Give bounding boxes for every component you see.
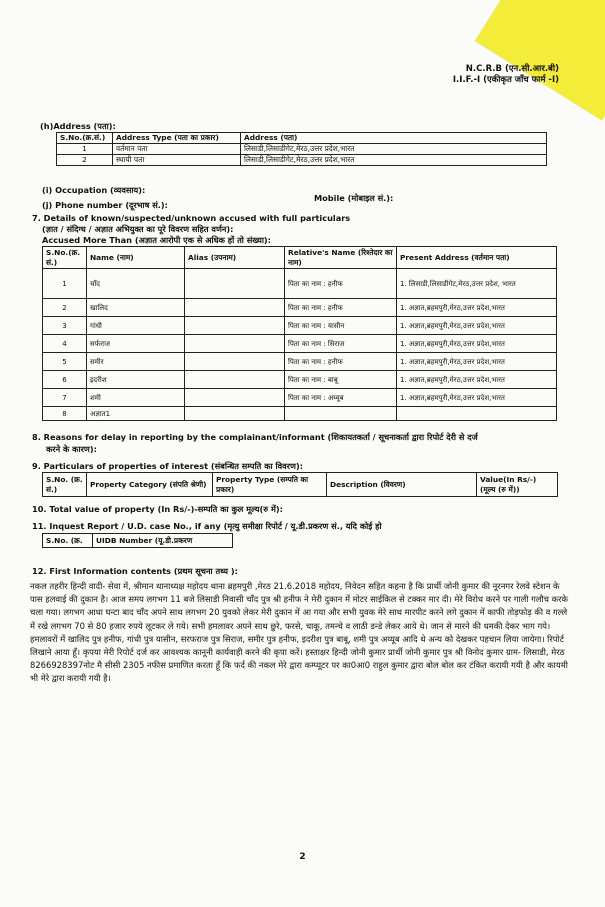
table-row (57, 144, 547, 155)
cell: पिता का नाम : बाबू (285, 371, 397, 389)
column-header: UIDB Number (यू.डी.प्रकरण (93, 534, 233, 548)
address-table-header (57, 133, 547, 144)
cell: 1. अज्ञात,ब्रहमपुरी,मेरठ,उत्तर प्रदेश,भारत (397, 353, 557, 371)
cell: पिता का नाम : यासीन (285, 317, 397, 335)
inquest-table-header (43, 534, 233, 548)
cell: समीर (87, 353, 185, 371)
column-header: Address Type (पता का प्रकार) (113, 133, 241, 144)
column-header: S.No.(क्र. सं.) (43, 247, 87, 269)
cell: पिता का नाम : सिराज (285, 335, 397, 353)
cell: 1. लिसाडी,लिसाडीगेट,मेरठ,उत्तर प्रदेश, भारत (397, 269, 557, 299)
cell: 3 (43, 317, 87, 335)
phone-label: (j) Phone number (दूरभाष सं.): (42, 200, 168, 210)
yellow-paper-corner (475, 0, 605, 121)
cell (185, 407, 285, 421)
cell: गांधी (87, 317, 185, 335)
properties-heading: 9. Particulars of properties of interest (संबन्धित सम्पति का विवरण): (32, 461, 303, 471)
inquest-heading: 11. Inquest Report / U.D. case No., if any (मृत्यु समीक्षा रिपोर्ट / यू.डी.प्रकरण सं., यदि कोई हो (32, 521, 382, 531)
table-row (57, 155, 547, 166)
page-number: 2 (299, 852, 306, 862)
cell: लिसाडी,लिसाडीगेट,मेरठ,उत्तर प्रदेश,भारत (241, 144, 547, 155)
cell: स्थायी पता (113, 155, 241, 166)
column-header: S.No. (क्र. सं.) (43, 473, 87, 497)
occupation-label: (i) Occupation (व्यवसाय): (42, 185, 146, 195)
cell: पिता का नाम : हनीफ (285, 269, 397, 299)
cell: पिता का नाम : हनीफ (285, 299, 397, 317)
accused-heading: 7. Details of known/suspected/unknown accused with full particulars (32, 213, 351, 223)
table-row (43, 371, 557, 389)
table-row (43, 317, 557, 335)
cell (185, 353, 285, 371)
table-row (43, 389, 557, 407)
cell: 6 (43, 371, 87, 389)
delay-heading: 8. Reasons for delay in reporting by the complainant/informant (शिकायतकर्ता / सूचनाकर्ता द्वारा रिपोर्ट देरी से दर्ज (32, 432, 478, 442)
accused-table-header (43, 247, 557, 269)
inquest-table (42, 533, 233, 548)
table-row (43, 407, 557, 421)
cell (185, 269, 285, 299)
cell: 1. अज्ञात,ब्रहमपुरी,मेरठ,उत्तर प्रदेश,भारत (397, 317, 557, 335)
column-header: S.No.(क्र.सं.) (57, 133, 113, 144)
cell: इदरीश (87, 371, 185, 389)
accused-subheading: (ज्ञात / संदिग्ध / अज्ञात अभियुक्त का पूरे विवरण सहित वर्णन): (42, 224, 234, 234)
cell: 8 (43, 407, 87, 421)
ncrb-label: N.C.R.B (एन.सी.आर.बी) (465, 64, 559, 74)
total-value-label: 10. Total value of property (In Rs/-)-सम्पति का कुल मूल्य(रु में): (32, 504, 283, 514)
cell: 4 (43, 335, 87, 353)
cell: पिता का नाम : अय्यूब (285, 389, 397, 407)
form-header (453, 64, 559, 86)
cell (185, 335, 285, 353)
column-header: Value(In Rs/-) (मूल्य (रु में)) (477, 473, 558, 497)
column-header: S.No. (क्र. (43, 534, 93, 548)
cell: 1. अज्ञात,ब्रहमपुरी,मेरठ,उत्तर प्रदेश,भारत (397, 335, 557, 353)
address-table (56, 132, 547, 166)
cell: अज्ञात1 (87, 407, 185, 421)
column-header: Present Address (वर्तमान पता) (397, 247, 557, 269)
table-row (43, 335, 557, 353)
cell: 1 (57, 144, 113, 155)
column-header: Alias (उपनाम) (185, 247, 285, 269)
cell: वर्तमान पता (113, 144, 241, 155)
cell: 7 (43, 389, 87, 407)
cell (185, 299, 285, 317)
iif-label: I.I.F.-I (एकीकृत जाँच फार्म -I) (452, 75, 559, 85)
cell (185, 371, 285, 389)
address-heading: (h)Address (पता): (40, 121, 116, 131)
column-header: Relative's Name (रिश्तेदार का नाम) (285, 247, 397, 269)
cell (285, 407, 397, 421)
cell: शमी (87, 389, 185, 407)
accused-more-than: Accused More Than (अज्ञात आरोपी एक से अधिक हों तो संख्या): (42, 235, 271, 245)
cell: पिता का नाम : हनीफ (285, 353, 397, 371)
table-row (43, 353, 557, 371)
cell: 5 (43, 353, 87, 371)
cell: 1. अज्ञात,ब्रहमपुरी,मेरठ,उत्तर प्रदेश,भारत (397, 299, 557, 317)
fir-heading: 12. First Information contents (प्रथम सूचना तथ्य ): (32, 566, 238, 576)
cell: 2 (43, 299, 87, 317)
cell: 1. अज्ञात,ब्रहमपुरी,मेरठ,उत्तर प्रदेश,भारत (397, 371, 557, 389)
cell: 2 (57, 155, 113, 166)
cell: 1 (43, 269, 87, 299)
cell: सर्फराज (87, 335, 185, 353)
accused-table (42, 246, 557, 421)
cell (185, 389, 285, 407)
delay-heading-cont: करने के कारण): (46, 444, 97, 454)
properties-table (42, 472, 558, 497)
column-header: Address (पता) (241, 133, 547, 144)
column-header: Property Type (सम्पति का प्रकार) (213, 473, 327, 497)
table-row (43, 269, 557, 299)
mobile-label: Mobile (मोबाइल सं.): (314, 193, 394, 203)
cell: लिसाडी,लिसाडीगेट,मेरठ,उत्तर प्रदेश,भारत (241, 155, 547, 166)
column-header: Description (विवरण) (327, 473, 477, 497)
table-row (43, 299, 557, 317)
column-header: Name (नाम) (87, 247, 185, 269)
cell: 1. अज्ञात,ब्रहमपुरी,मेरठ,उत्तर प्रदेश,भारत (397, 389, 557, 407)
cell: खालिद (87, 299, 185, 317)
cell (185, 317, 285, 335)
column-header: Property Category (संपति श्रेणी) (87, 473, 213, 497)
cell (397, 407, 557, 421)
fir-text: नकल तहरीर हिन्दी वादी- सेवा में, श्रीमान थानाध्यक्ष महोदय थाना ब्रहमपुरी ,मेरठ 21.6.2018 महोदय, निवेदन सहित कहना है कि प्रार्थी जोनी कुमार की नूरनगर रेलवे स्टेशन के पास हलवाई की दुकान है। आज समय लगभग 11 बजे लिसाडी निवासी चाँद पुत्र श्री हनीफ ने मेरी दुकान में मोटर साईकिल से टक्कर मार दी। मेरे विरोध करने पर गाली गलौच करके चला गया। लगभग आधा घन्टा बाद चाँद अपने साथ लगभग 20 युवको लेकर मेरी दुकान में आ गया और सभी युवक मेरे साथ मारपीट करने लगे दुकान में काफी तोड़फोड़ की व गल्ले में रखे लगभग 70 से 80 हजार रुपये लूटकर ले गये। सभी हमलावर अपने साथ छुरे, फरसे, चाकू, तमन्चे व लाठी डन्डे लेकर आये थे। जान से मारने की धमकी देकर भाग गये। हमलावरों में खालिद पुत्र हनीफ, गांधी पुत्र यासीन, सरफराज पुत्र सिराज, समीर पुत्र हनीफ, इदरीश पुत्र बाबू, शमी पुत्र अय्यूब आदि थे अन्य को देखकर पहचान लिया जायेगा। रिपोर्ट लिखाने आया हूँ। कृपया मेरी रिपोर्ट दर्ज कर आवश्यक कानूनी कार्यवाही करने की कृपा करें। हस्ताक्षर हिन्दी जोनी कुमार प्रार्थी जोनी कुमार पुत्र श्री विनोद कुमार ग्राम- लिसाडी, मेरठ 8266928397नोट मै सीसी 2305 नफीस प्रमाणित करता हूँ कि फर्द की नकल मेरे द्वारा कम्प्यूटर पर का0आ0 राहुल कुमार द्वारा बोल बोल कर टंकित करायी गयी है और कायमी भी मेरे द्वारा करायी गयी है। (30, 581, 568, 684)
cell: चाँद (87, 269, 185, 299)
properties-table-header (43, 473, 558, 497)
